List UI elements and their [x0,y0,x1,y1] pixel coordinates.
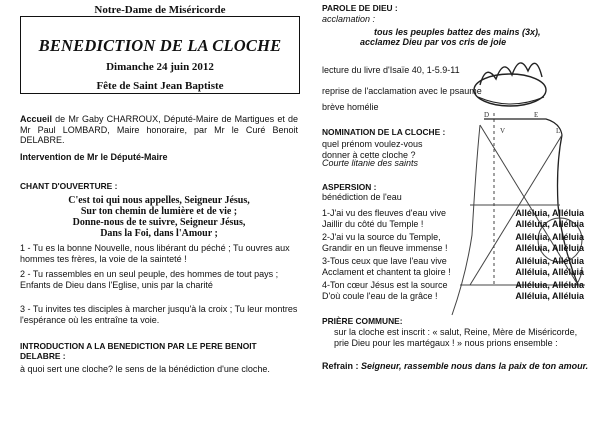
homily-line: brève homélie [322,102,379,112]
reading-line: lecture du livre d'Isaïe 40, 1-5.9-11 [322,65,460,75]
aspersion-verse-4 [322,280,584,301]
verse-line: 2-J'ai vu la source du Temple, [322,232,441,242]
aspersion-verse-3 [322,256,584,277]
verse-line: 4-Ton cœur Jésus est la source [322,280,448,290]
prayer-refrain [322,361,590,372]
aspersion-verse-1 [322,208,584,229]
svg-text:V: V [500,127,506,135]
word-heading: PAROLE DE DIEU : [322,3,398,13]
alleluia-response: Alléluia, Alléluia [515,232,584,242]
song-verse-2: 2 - Tu rassembles en un seul peuple, des hommes de tout pays ; Enfants de Dieu dans l'Eglise, unis par la charité [20,269,279,290]
refrain-text: Seigneur, rassemble nous dans la paix de ton amour. [358,361,589,371]
page-title: BENEDICTION DE LA CLOCHE [38,36,282,55]
parish-name: Notre-Dame de Miséricorde [94,4,226,16]
litany-line: Courte litanie des saints [322,158,419,168]
refrain-line: Donne-nous de te suivre, Seigneur Jésus, [72,217,246,228]
verse-line: D'où coule l'eau de la grâce ! [322,290,438,301]
aspersion-subtitle: bénédiction de l'eau [322,192,402,202]
aspersion-heading: ASPERSION : [322,182,377,192]
welcome-lead: Accueil [20,114,53,124]
svg-text:E: E [534,111,539,119]
prayer-text: sur la cloche est inscrit : « salut, Reine, Mère de Miséricorde, prie Dieu pour les martégaux ! » nous prions ensemble : [334,327,578,348]
naming-heading: NOMINATION DE LA CLOCHE : [322,127,446,137]
aspersion-verse-2 [322,232,584,253]
verse-line: Grandir en un fleuve immense ! [322,242,448,253]
alleluia-response: Alléluia, Alléluia [515,280,584,290]
alleluia-response: Alléluia, Alléluia [515,242,584,253]
introduction-heading: INTRODUCTION A LA BENEDICTION PAR LE PERE BENOIT DELABRE : [20,341,257,361]
verse-line: 3-Tous ceux que lave l'eau vive [322,256,447,266]
intervention-line: Intervention de Mr le Député-Maire [20,152,168,162]
acclamation-label: acclamation : [322,14,376,24]
alleluia-response: Alléluia, Alléluia [515,218,584,229]
acclamation-line: acclamez Dieu par vos cris de joie [360,37,507,47]
refrain-line: Dans la Foi, dans l'Amour ; [100,228,218,239]
verse-line: Acclament et chantent ta gloire ! [322,266,451,277]
opening-song-heading: CHANT D'OUVERTURE : [20,181,118,191]
verse-line: 1-J'ai vu des fleuves d'eau vive [322,208,447,218]
alleluia-response: Alléluia, Alléluia [515,290,584,301]
refrain-line: C'est toi qui nous appelles, Seigneur Jésus, [68,195,250,206]
service-date: Dimanche 24 juin 2012 [106,61,214,73]
prayer-heading: PRIÈRE COMMUNE: [322,316,403,326]
verse-line: Jaillir du côté du Temple ! [322,218,424,229]
song-verse-1: 1 - Tu es la bonne Nouvelle, nous libérant du péché ; Tu ouvres aux hommes tes frères, la voie de la sainteté ! [20,243,290,264]
svg-text:L: L [556,127,561,135]
alleluia-response: Alléluia, Alléluia [515,256,584,266]
reprise-line: reprise de l'acclamation avec le psaume [322,86,482,96]
feast-name: Fête de Saint Jean Baptiste [96,80,224,92]
welcome-text: de Mr Gaby CHARROUX, Député-Maire de Martigues et de Mr Paul LOMBARD, Maire honoraire, par Mr le Curé Benoit DELABRE. [20,114,298,145]
title-box [20,16,300,94]
alleluia-response: Alléluia, Alléluia [515,208,584,218]
introduction-text: à quoi sert une cloche? le sens de la bénédiction d'une cloche. [20,364,270,374]
refrain-label: Refrain : [322,361,359,371]
svg-text:D: D [484,111,490,119]
alleluia-response: Alléluia, Alléluia [515,266,584,277]
opening-refrain [20,195,298,239]
welcome-paragraph [20,114,298,146]
song-verse-3: 3 - Tu invites tes disciples à marcher jusqu'à la croix ; Tu leur montres l'espérance où les entraîne ta voie. [20,304,298,325]
refrain-line: Sur ton chemin de lumière et de vie ; [80,206,238,217]
acclamation-line: tous les peuples battez des mains (3x), [374,27,541,37]
naming-question: quel prénom voulez-vous donner à cette cloche ? [322,139,423,160]
